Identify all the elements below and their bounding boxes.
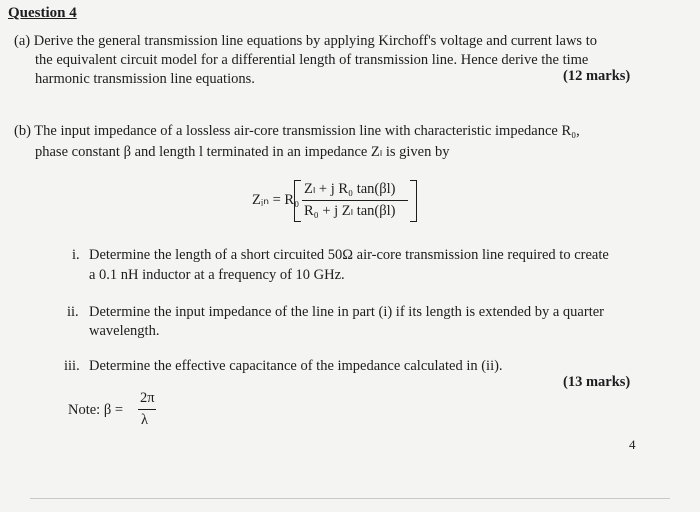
item-iii-line-1: Determine the effective capacitance of the impedance calculated in (ii). (89, 358, 503, 374)
page-number: 4 (629, 437, 636, 452)
page-divider (30, 498, 670, 499)
part-a-line-1: (a) Derive the general transmission line equations by applying Kirchoff's voltage and current laws to (14, 33, 597, 49)
part-a-line-3: harmonic transmission line equations. (35, 71, 255, 87)
part-a-marks: (12 marks) (563, 68, 631, 84)
note-fraction-bar (138, 409, 156, 410)
item-ii-line-2: wavelength. (89, 323, 160, 339)
item-ii-label: ii. (67, 304, 79, 320)
part-b-marks: (13 marks) (563, 374, 631, 390)
fraction-bar (302, 200, 408, 201)
right-bracket (410, 180, 417, 222)
item-iii-label: iii. (64, 358, 80, 374)
formula-numerator: Zₗ + j R₀ tan(βl) (304, 181, 396, 197)
note-numerator: 2π (140, 390, 155, 406)
item-ii-line-1: Determine the input impedance of the line in part (i) if its length is extended by a quarter (89, 304, 604, 320)
note-formula (68, 388, 178, 432)
question-title: Question 4 (8, 5, 77, 21)
part-b-line-1: (b) The input impedance of a lossless air-core transmission line with characteristic impedance R₀, (14, 123, 580, 139)
item-i-line-2: a 0.1 nH inductor at a frequency of 10 GHz. (89, 267, 345, 283)
formula-lhs: Zᵢₙ = R₀ (252, 192, 300, 208)
input-impedance-formula (252, 178, 432, 224)
item-i-label: i. (72, 247, 80, 263)
item-i-line-1: Determine the length of a short circuited 50Ω air-core transmission line required to create (89, 247, 609, 263)
part-b-line-2: phase constant β and length l terminated in an impedance Zₗ is given by (35, 144, 450, 160)
note-denominator: λ (141, 412, 149, 428)
left-bracket (294, 180, 301, 222)
note-label: Note: β = (68, 402, 124, 418)
formula-denominator: R₀ + j Zₗ tan(βl) (304, 203, 396, 219)
part-a-line-2: the equivalent circuit model for a differential length of transmission line. Hence derive the time (35, 52, 589, 68)
